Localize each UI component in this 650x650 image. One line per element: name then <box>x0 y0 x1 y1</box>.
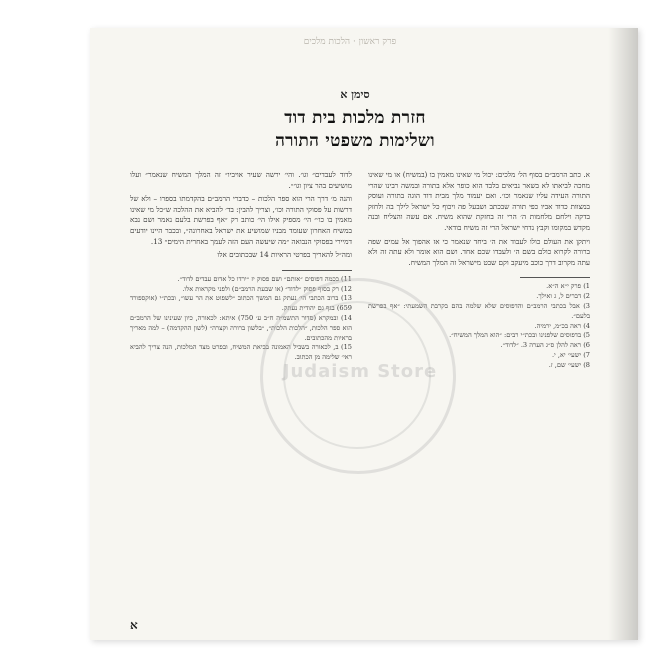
footnote: 8) ישעי׳ שם, ז. <box>548 360 590 369</box>
footnote: 13) ברוב הכתבי הי׳ נעתק גם המשך הכתוב ״לשפוט את הר עשו״, ובכת״י (אוקספורד 659) בגף גם יהודית נעתק. <box>130 294 352 313</box>
footnote: 14) ובמקרא (סדור התשמ״ה ח״ב ע׳ 750) איתא: לכאורה, כיון שעינינו של הרמב״ם הוא ספר הלכות, ״הלכות הלכות״, ״בלשון ברורה וקצרה״ (לשון ההקדמה) – למה מאריך בראיות מהכתובים. <box>130 313 352 342</box>
footnote-rule <box>282 270 352 271</box>
left-paragraph: ומה״ל להאריך בפרטי הראיות 14 שבכתובים אלו <box>217 250 352 260</box>
footnote: 5) בדפוסים שלפנינו ובכת״י רבים: ״הוא המלך המשיח״. <box>449 331 590 340</box>
footnote: 3) אבל בכתבי הרמב״ם והדפוסים שלא שלמה בהם בקרבת השמעתי: ״אף בפרשת בלעם״. <box>368 301 590 320</box>
footnote: 11) בכמה דפוסים ״אותם״ ושם פסוק יז ״ירדו כל אדום עבדים לדוד״. <box>177 274 352 283</box>
book-page <box>90 28 638 640</box>
siman-heading: סימן א <box>340 88 370 101</box>
running-head: פרק ראשון · הלכות מלכים <box>303 37 397 47</box>
footnote: 12) רק בסוף פסוק ״לדוד״ (או שבעת הרמב״ם) ולפני מקראות אלו. <box>182 284 352 293</box>
chapter-title-line2: ושלימות משפטי התורה <box>275 131 435 151</box>
left-footnotes <box>130 275 352 363</box>
footnote: 7) ישעי׳ יא, י. <box>551 350 590 359</box>
right-paragraph: ויתקן את העולם כולו לעבוד את ה׳ ביחד שנאמר כי אז אהפוך אל עמים שפה ברורה לקרוא כולם בשם ה׳ ולעבדו שכם אחד. ושם הוא אומר ולא עתה זה ולא עתה מקרוב דרך כוכב מיעקב וקם שבט מישראל זה המלך המשיח. <box>368 236 590 267</box>
left-paragraph: והנה מ׳ דרך הרי הוא ספר הלכות – כדברי הרמב״ם בהקדמתו בספרו – ולא של דרשות על פסוקי התורה וכו׳, וצריך להבין: בד׳ להביא את ההלכה ש״כל מי שאינו מאמין בו כו׳״ הי׳ מספיק אילו הי׳ כותב רק ״אף בפרשת בלעם נאמר ושם נבא במשיח האחרון שעומד מבניו שמושיע את ישראל באחרונה״, ובכבר היינו יודעים דמיירי בפסוקי הנבואה ״מה שיעשה העם הזה לעמך באחרית הימים״ 13. <box>130 194 352 246</box>
page-number-letter: א <box>130 618 138 632</box>
right-paragraph: א. כתב הרמב״ם בסוף הל׳ מלכים: יכול מי שאינו מאמין בו (במשיח) או מי שאינו מחכה לביאתו לא בשאר נביאים בלבד הוא כופר אלא בתורה ובמשה רבינו שהרי התורה העידה עליו שנאמר וכו׳. ואם יעמוד מלך מבית דוד הוגה בתורה ועוסק במצוות כדוד אביו כפי תורה שבכתב ושבעל פה ויכוף כל ישראל לילך בה ולחזק בדקה וילחם מלחמות ה׳ הרי זה בחזקת שהוא משיח. אם עשה והצליח ובנה מקדש במקומו וקבץ נדחי ישראל הרי זה משיח בודאי. <box>368 170 590 232</box>
footnote: 6) ראה להלן ס״ג הערה 3. ״לדוד״. <box>500 341 590 350</box>
right-footnotes <box>368 282 590 370</box>
right-column <box>368 170 590 640</box>
footnote: 2) דברים ל, ג ואילך. <box>536 292 590 301</box>
watermark-text: Judaism Store <box>282 361 438 382</box>
chapter-title-line1: חזרת מלכות בית דוד <box>284 108 426 128</box>
footnote: 4) ראה בכ״מ, ירמיה. <box>534 321 590 330</box>
footnote: 15) ב, לכאורה בשביל האמונה בביאת המשיח, ובפרט מצד המלכות, הנה צריך להביא ראי׳ שלימה מן הכתוב. <box>130 343 352 362</box>
left-paragraph: לדוד לעבדים״ וגו׳. והי׳ ירשה שעיר אויביו״ זה המלך המשיח שנאמר״ ועלו מושיעים בהר ציון וגו׳״. <box>130 170 352 190</box>
footnote: 1) פרק י״א ה״א. <box>546 282 590 291</box>
footnote-rule <box>520 277 590 278</box>
left-column <box>130 170 352 640</box>
